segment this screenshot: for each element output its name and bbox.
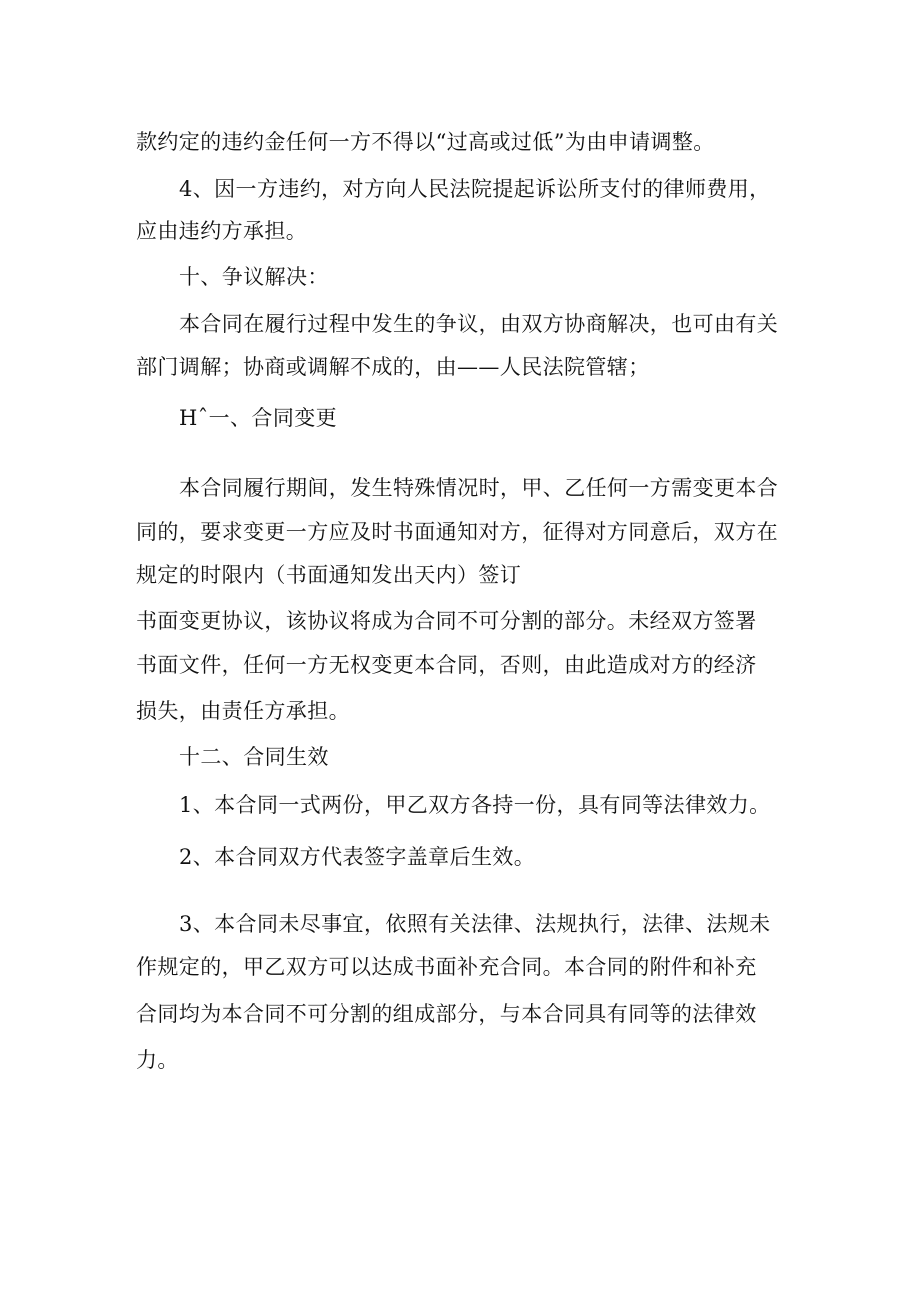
text-line: 3、本合同未尽事宜，依照有关法律、法规执行，法律、法规未 [179, 912, 771, 936]
text-line: 合同均为本合同不可分割的组成部分，与本合同具有同等的法律效 [136, 1002, 757, 1026]
text-line: 本合同在履行过程中发生的争议，由双方协商解决，也可由有关 [179, 312, 779, 336]
text-line: 同的，要求变更一方应及时书面通知对方，征得对方同意后，双方在 [136, 520, 778, 544]
text-line: 本合同履行期间，发生特殊情况时，甲、乙任何一方需变更本合 [179, 476, 779, 500]
text-line: 规定的时限内（书面通知发出天内）签订 [136, 563, 522, 587]
text-line: 书面文件，任何一方无权变更本合同，否则，由此造成对方的经济 [136, 653, 757, 677]
text-line: 4、因一方违约，对方向人民法院提起诉讼所支付的律师费用， [179, 177, 771, 201]
text-line: 应由违约方承担。 [136, 219, 308, 243]
text-line: 1、本合同一式两份，甲乙双方各持一份，具有同等法律效力。 [179, 793, 771, 817]
text-line: 力。 [136, 1048, 179, 1072]
text-line: 作规定的，甲乙双方可以达成书面补充合同。本合同的附件和补充 [136, 955, 757, 979]
section-heading-disputes: 十、争议解决： [179, 265, 329, 289]
text-line: 部门调解；协商或调解不成的，由——人民法院管辖； [136, 355, 650, 379]
section-heading-contract-effect: 十二、合同生效 [179, 745, 329, 769]
text-line: 2、本合同双方代表签字盖章后生效。 [179, 845, 536, 869]
text-line: 损失，由责任方承担。 [136, 699, 350, 723]
text-line: 款约定的违约金任何一方不得以“过高或过低”为由申请调整。 [136, 130, 715, 154]
text-line: 书面变更协议，该协议将成为合同不可分割的部分。未经双方签署 [136, 609, 757, 633]
section-heading-contract-change: Hˆ一、合同变更 [179, 406, 338, 430]
